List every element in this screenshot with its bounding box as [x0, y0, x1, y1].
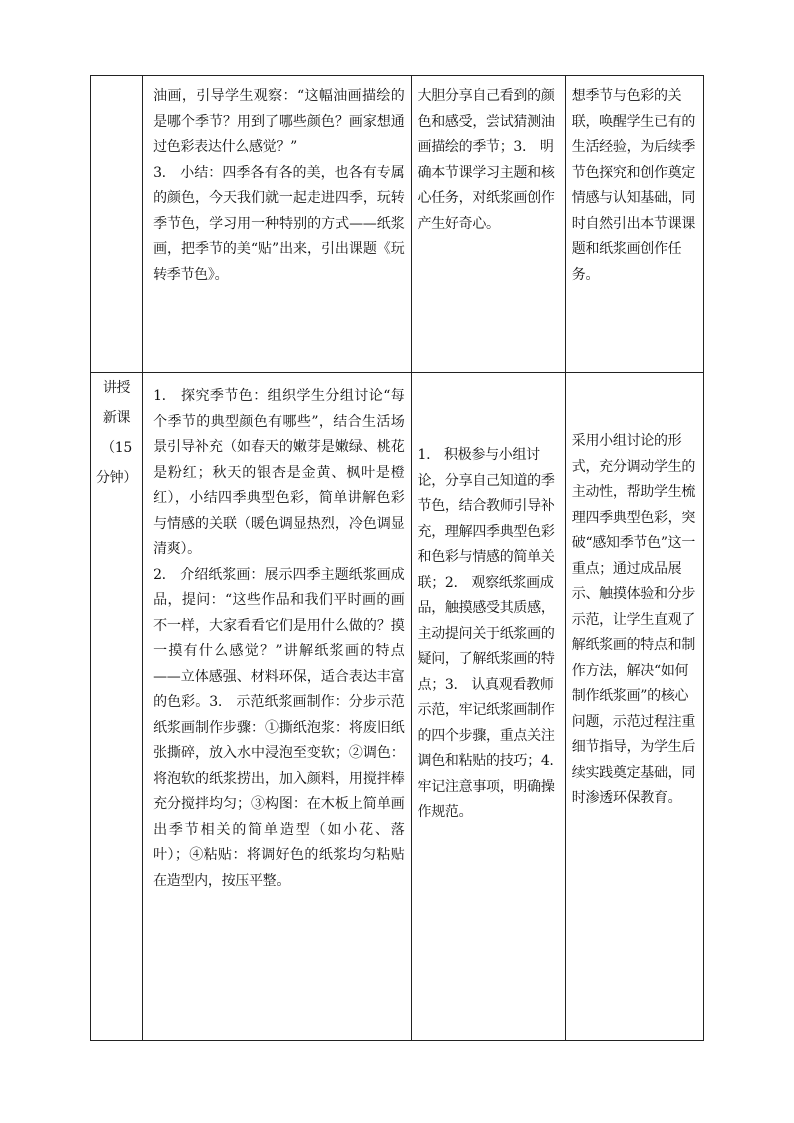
student-activity-cell — [411, 373, 568, 1041]
design-intent-cell — [565, 373, 703, 1041]
stage-cell — [91, 373, 143, 1041]
student-activity-cell — [411, 76, 565, 373]
design-intent-cell — [565, 76, 703, 373]
lesson-plan-table — [90, 75, 704, 1041]
teacher-activity-cell — [143, 76, 411, 373]
teacher-activity-cell — [143, 373, 411, 1041]
stage-label: 讲授 新课 （15 分钟） — [95, 380, 138, 486]
student-activity-text: 大胆分享自己看到的颜色和感受，尝试猜测油画描绘的季节；3. 明确本节课学习主题和核心任务，对纸浆画创作产生好奇心。 — [417, 88, 555, 232]
teacher-activity-text: 油画，引导学生观察：“这幅油画描绘的是哪个季节？用到了哪些颜色？画家想通过色彩表达什么感觉？” 3. 小结：四季各有各的美，也各有专属的颜色，今天我们就一起走进四季，玩转季节色，学习用一种特别的方式——纸浆画，把季节的美“贴”出来，引出课题《玩转季节色》。 — [153, 88, 405, 283]
teacher-activity-text: 1. 探究季节色：组织学生分组讨论“每个季节的典型颜色有哪些”，结合生活场景引导补充（如春天的嫩芽是嫩绿、桃花是粉红；秋天的银杏是金黄、枫叶是橙红），小结四季典型色彩，简单讲解色彩与情感的关联（暖色调显热烈，冷色调显清爽）。 2. 介绍纸浆画：展示四季主题纸浆画成品，提问：“这些作品和我们平时画的画不一样，大家看看它们是用什么做的？摸一摸有什么感觉？”讲解纸浆画的特点——立体感强、材料环保，适合表达丰富的色彩。3. 示范纸浆画制作：分步示范纸浆画制作步骤：①撕纸泡浆：将废旧纸张撕碎，放入水中浸泡至变软；②调色：将泡软的纸浆捞出，加入颜料，用搅拌棒充分搅拌均匀；③构图：在木板上简单画出季节相关的简单造型（如小花、落叶）；④粘贴：将调好色的纸浆均匀粘贴在造型内，按压平整。 — [153, 388, 405, 889]
table-row-intro — [91, 76, 704, 373]
table-row-new-lesson — [91, 373, 704, 1041]
student-activity-text: 1. 积极参与小组讨论，分享自己知道的季节色，结合教师引导补充，理解四季典型色彩和色彩与情感的简单关联；2. 观察纸浆画成品，触摸感受其质感，主动提问关于纸浆画的疑问，了解纸浆画的特点；3. 认真观看教师示范，牢记纸浆画制作的四个步骤，重点关注调色和粘贴的技巧；4. 牢记注意事项，明确操作规范。 — [417, 447, 568, 820]
design-intent-text: 想季节与色彩的关联，唤醒学生已有的生活经验，为后续季节色探究和创作奠定情感与认知基础，同时自然引出本节课课题和纸浆画创作任务。 — [571, 88, 696, 283]
design-intent-text: 采用小组讨论的形式，充分调动学生的主动性，帮助学生梳理四季典型色彩，突破“感知季节色”这一重点；通过成品展示、触摸体验和分步示范，让学生直观了解纸浆画的特点和制作方法，解决“如何制作纸浆画”的核心问题，示范过程注重细节指导，为学生后续实践奠定基础，同时渗透环保教育。 — [571, 433, 696, 806]
stage-cell — [91, 76, 143, 373]
